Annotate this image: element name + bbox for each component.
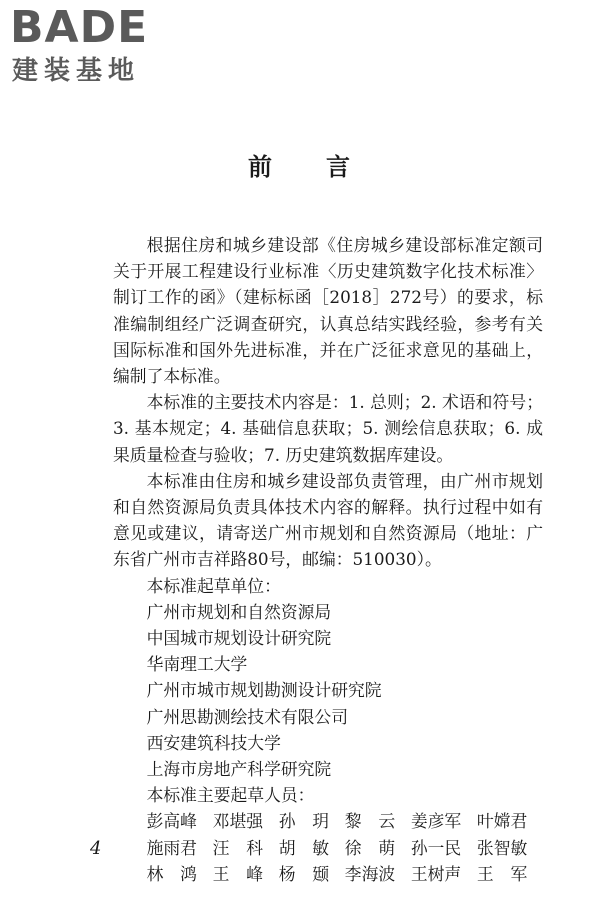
drafting-unit: 广州市规划和自然资源局 [146, 601, 332, 622]
page-title-right: 言 [326, 153, 352, 181]
drafter-name: 施雨君 [146, 837, 197, 858]
drafting-units-label: 本标准起草单位： [146, 575, 281, 596]
drafters-label: 本标准主要起草人员： [146, 785, 315, 806]
drafting-unit: 西安建筑科技大学 [146, 732, 281, 753]
drafting-unit: 广州市城市规划勘测设计研究院 [146, 680, 382, 701]
paragraph-basis: 根据住房和城乡建设部《住房城乡建设部标准定额司关于开展工程建设行业标准〈历史建筑数字化技术标准〉制订工作的函》（建标标函［2018］272号）的要求，标准编制组经广泛调查研究，认真总结实践经验，参考有关国际标准和国外先进标准，并在广泛征求意见的基础上，编制了本标准。 [113, 235, 543, 387]
page-title [0, 147, 600, 182]
drafter-name: 孙 玥 [278, 811, 330, 832]
page-title-left: 前 [248, 153, 274, 181]
drafting-unit: 中国城市规划设计研究院 [146, 628, 332, 649]
drafter-name: 胡 敏 [278, 837, 330, 858]
drafter-name: 邓堪强 [212, 811, 264, 832]
drafter-name: 王树声 [410, 863, 462, 884]
drafter-name: 杨 颋 [278, 863, 330, 884]
drafter-name: 林 鸿 [146, 863, 197, 884]
drafter-name: 徐 萌 [344, 837, 396, 858]
foreword-body [113, 232, 543, 887]
drafter-name: 叶嫦君 [476, 811, 528, 832]
drafter-name: 孙一民 [410, 837, 462, 858]
drafters-row [113, 808, 543, 834]
drafting-unit: 华南理工大学 [146, 654, 248, 675]
drafter-name: 张智敏 [476, 837, 528, 858]
drafter-name: 汪 科 [212, 837, 264, 858]
paragraph-contents: 本标准的主要技术内容是：1. 总则；2. 术语和符号；3. 基本规定；4. 基础信息获取；5. 测绘信息获取；6. 成果质量检查与验收；7. 历史建筑数据库建设。 [113, 392, 543, 465]
drafter-name: 黎 云 [344, 811, 396, 832]
logo [10, 4, 180, 88]
drafter-name: 李海波 [344, 863, 396, 884]
drafters-row [113, 835, 543, 861]
drafter-name: 姜彦军 [410, 811, 462, 832]
drafting-unit: 广州思勘测绘技术有限公司 [146, 706, 348, 727]
paragraph-management: 本标准由住房和城乡建设部负责管理，由广州市规划和自然资源局负责具体技术内容的解释。执行过程中如有意见或建议，请寄送广州市规划和自然资源局（地址：广东省广州市吉祥路80号，邮编：510030）。 [113, 470, 543, 570]
page-number: 4 [90, 838, 102, 859]
drafters-row [113, 861, 543, 887]
drafter-name: 王 军 [476, 863, 528, 884]
logo-wordmark: BADE [10, 2, 149, 53]
logo-subtitle: 建装基地 [12, 56, 141, 86]
drafter-name: 王 峰 [212, 863, 264, 884]
drafter-name: 彭高峰 [146, 811, 197, 832]
drafting-unit: 上海市房地产科学研究院 [146, 759, 332, 780]
